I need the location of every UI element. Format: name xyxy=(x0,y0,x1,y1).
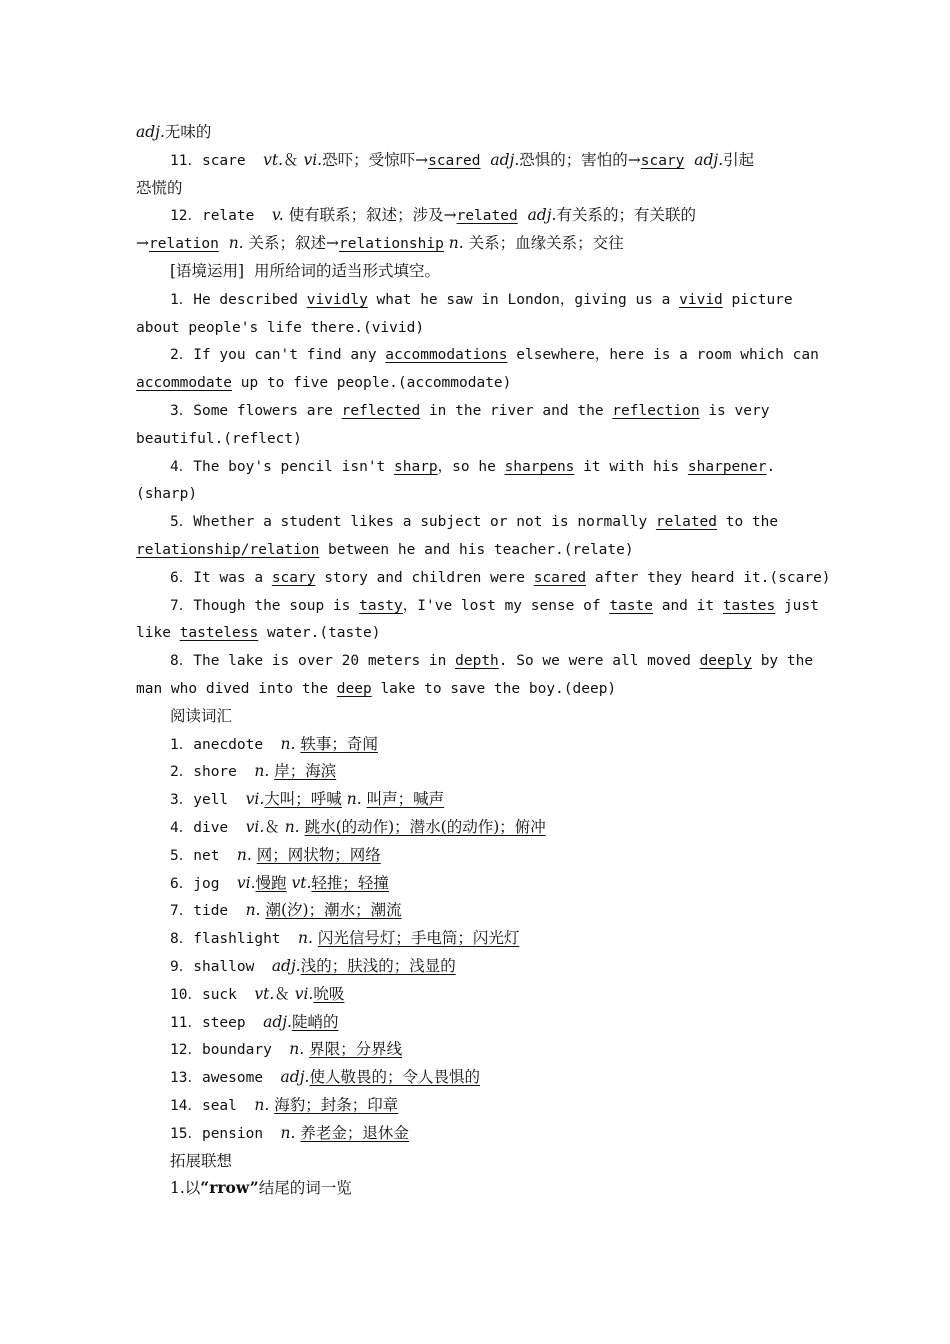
answer-text: 闪光信号灯；手电筒；闪光灯 xyxy=(317,929,520,948)
answer-text: reflected xyxy=(341,403,421,419)
answer-text: scary xyxy=(640,152,685,169)
text-segment xyxy=(219,234,229,252)
text-segment: 11．scare xyxy=(170,152,264,169)
text-line xyxy=(170,150,754,172)
text-segment: n. xyxy=(448,234,464,253)
answer-text: 海豹；封条；印章 xyxy=(274,1096,399,1114)
text-segment: beautiful.(reflect) xyxy=(136,430,302,447)
text-segment: 结尾的词一览 xyxy=(258,1179,352,1198)
answer-text: 潮(汐)；潮水；潮流 xyxy=(265,901,402,920)
answer-text: deep xyxy=(336,681,372,697)
text-segment: n. xyxy=(298,929,313,948)
text-segment: adj. xyxy=(136,123,165,141)
text-segment: n. xyxy=(284,818,300,836)
text-line xyxy=(170,817,546,839)
text-segment: between he and his teacher.(relate) xyxy=(319,542,634,558)
answer-text: relationship xyxy=(339,236,444,253)
answer-text: 轻推；轻撞 xyxy=(311,873,389,892)
text-segment: n. xyxy=(280,1123,296,1142)
text-segment: and it xyxy=(652,597,723,614)
text-line xyxy=(170,400,769,422)
text-line xyxy=(170,734,378,756)
answer-text: 吮吸 xyxy=(313,984,345,1003)
text-segment: 14．seal xyxy=(170,1098,255,1114)
text-segment: 4．dive xyxy=(170,820,246,836)
text-segment xyxy=(480,151,490,169)
answer-text: 网；网状物；网络 xyxy=(256,845,381,864)
text-segment: 阅读词汇 xyxy=(170,706,233,725)
answer-text: 大叫；呼喊 xyxy=(264,790,342,809)
answer-text: tasteless xyxy=(179,625,259,642)
text-segment: ＆ xyxy=(264,818,285,836)
text-segment: 8．flashlight xyxy=(170,931,298,948)
text-segment: 7．tide xyxy=(170,903,246,920)
text-segment: adj. xyxy=(694,150,724,169)
text-segment: lake to save the boy.(deep) xyxy=(371,681,617,697)
text-segment: story and children were xyxy=(315,569,534,586)
text-line xyxy=(136,122,211,144)
text-segment: [语境运用] 用所给词的适当形式填空。 xyxy=(170,262,440,280)
answer-text: vivid xyxy=(679,291,723,308)
text-segment: vt. xyxy=(263,150,283,169)
text-line xyxy=(170,1039,402,1061)
answer-text: reflection xyxy=(612,403,700,419)
answer-text: scared xyxy=(428,152,481,169)
text-segment: n. xyxy=(289,1040,305,1059)
text-segment: man who dived into the xyxy=(136,681,337,697)
text-segment: 关系；叙述→ xyxy=(243,234,340,253)
text-segment: n. xyxy=(254,762,270,781)
text-line xyxy=(170,344,819,366)
text-line xyxy=(170,261,440,283)
text-line xyxy=(170,845,381,867)
text-segment: ，so he xyxy=(437,458,505,475)
text-line xyxy=(136,678,616,700)
text-segment: 6．It was a xyxy=(170,569,272,586)
text-segment: elsewhere，here is a room which can xyxy=(507,347,819,364)
text-segment: adj. xyxy=(280,1068,310,1087)
answer-text: depth xyxy=(455,653,499,670)
answer-text: deeply xyxy=(699,653,752,670)
text-segment: ＆ xyxy=(274,984,295,1003)
text-segment: is very xyxy=(699,403,770,419)
text-segment xyxy=(518,206,528,224)
text-segment: picture xyxy=(722,291,793,308)
answer-text: scary xyxy=(271,569,316,586)
text-line xyxy=(170,1095,398,1117)
text-segment: it with his xyxy=(574,458,688,475)
text-segment: 4．The boy's pencil isn't xyxy=(170,458,395,475)
text-segment: 1.以 xyxy=(170,1179,201,1198)
text-segment: “rrow” xyxy=(200,1178,259,1198)
text-line xyxy=(170,984,344,1006)
text-segment: 5．Whether a student likes a subject or not is normally xyxy=(170,514,656,531)
answer-text: 界限；分界线 xyxy=(309,1040,403,1059)
text-segment: 6．jog xyxy=(170,875,237,892)
text-segment: 12．boundary xyxy=(170,1042,290,1059)
text-line xyxy=(136,317,424,339)
text-line xyxy=(136,622,380,644)
text-line xyxy=(170,789,444,811)
text-segment: what he saw in London，giving us a xyxy=(367,291,680,308)
text-segment: after they heard it.(scare) xyxy=(586,569,831,586)
text-segment: vt. xyxy=(291,873,312,892)
text-segment: 拓展联想 xyxy=(170,1151,233,1170)
text-segment: up to five people.(accommodate) xyxy=(232,375,512,392)
text-segment: 9．shallow xyxy=(170,959,272,975)
answer-text: sharpener xyxy=(687,458,767,475)
answer-text: taste xyxy=(609,597,653,614)
text-segment: adj. xyxy=(527,206,557,225)
text-segment: ，I've lost my sense of xyxy=(402,597,610,614)
text-line xyxy=(170,900,402,922)
text-segment: 5．net xyxy=(170,847,237,864)
answer-text: related xyxy=(655,514,718,531)
text-segment: ＆ xyxy=(283,150,304,169)
text-segment: vi. xyxy=(245,818,265,836)
text-segment: in the river and the xyxy=(420,403,613,419)
text-line xyxy=(170,1012,339,1034)
text-segment: 3．yell xyxy=(170,792,246,809)
text-segment: 有关系的；有关联的 xyxy=(556,206,696,225)
text-segment: n. xyxy=(245,901,261,920)
answer-text: 跳水(的动作)；潜水(的动作)；俯冲 xyxy=(304,818,546,836)
text-segment: 1．anecdote xyxy=(170,736,281,753)
answer-text: 岸；海滨 xyxy=(274,762,337,781)
text-line xyxy=(170,511,778,533)
text-segment: 2．If you can't find any xyxy=(170,347,386,364)
text-line xyxy=(170,650,813,672)
text-line xyxy=(170,567,831,589)
answer-text: 叫声；喊声 xyxy=(366,790,445,809)
text-line xyxy=(136,428,302,450)
text-segment: vt. xyxy=(254,984,275,1003)
text-line xyxy=(170,706,232,728)
text-segment: 恐慌的 xyxy=(136,178,183,197)
text-segment: 关系；血缘关系；交往 xyxy=(463,234,624,253)
text-line xyxy=(170,456,775,478)
answer-text: related xyxy=(456,208,518,225)
answer-text: sharp xyxy=(394,458,438,475)
text-segment: 3．Some flowers are xyxy=(170,403,342,419)
text-segment: 无味的 xyxy=(164,123,212,141)
text-line xyxy=(170,761,336,783)
text-segment: 7．Though the soup is xyxy=(170,597,360,614)
text-segment: vi. xyxy=(245,790,265,809)
text-segment: just xyxy=(775,597,819,614)
text-segment: vi. xyxy=(303,150,323,169)
text-line xyxy=(170,1178,352,1200)
text-segment: 使有联系；叙述；涉及→ xyxy=(283,206,457,225)
text-segment: by the xyxy=(751,653,814,670)
text-segment xyxy=(684,151,694,169)
text-segment: 1．He described xyxy=(170,291,307,308)
answer-text: accommodate xyxy=(136,375,233,392)
answer-text: relation xyxy=(149,236,219,253)
answer-text: 轶事；奇闻 xyxy=(300,734,378,753)
text-segment: 12．relate xyxy=(170,208,272,225)
text-line xyxy=(136,178,183,200)
text-line xyxy=(170,873,389,895)
text-segment: adj. xyxy=(271,957,301,975)
answer-text: 慢跑 xyxy=(255,873,287,892)
text-line xyxy=(136,483,197,505)
text-segment: 13．awesome xyxy=(170,1070,281,1087)
answer-text: tasty xyxy=(359,597,403,614)
text-segment: v. xyxy=(271,206,284,225)
text-segment: . So we were all moved xyxy=(498,653,700,670)
text-segment: n. xyxy=(236,845,252,864)
text-segment: water.(taste) xyxy=(258,625,381,642)
answer-text: scared xyxy=(533,569,587,586)
text-segment: n. xyxy=(346,790,362,809)
text-segment: 恐吓；受惊吓→ xyxy=(322,150,429,169)
text-segment: adj. xyxy=(263,1012,292,1031)
text-segment: 10．suck xyxy=(170,986,255,1003)
text-segment: n. xyxy=(280,734,296,753)
text-line xyxy=(170,1067,480,1089)
text-line xyxy=(170,928,519,950)
text-line xyxy=(170,1123,409,1145)
text-segment: n. xyxy=(254,1096,270,1114)
answer-text: sharpens xyxy=(504,458,575,475)
text-segment: . xyxy=(766,458,776,475)
text-line xyxy=(170,289,793,311)
text-segment: n. xyxy=(228,234,244,253)
answer-text: 浅的；肤浅的；浅显的 xyxy=(300,957,456,975)
text-segment: to the xyxy=(717,514,779,531)
text-line xyxy=(136,233,624,255)
text-segment: 8．The lake is over 20 meters in xyxy=(170,653,456,670)
text-segment: 恐惧的；害怕的→ xyxy=(519,150,641,169)
text-segment: 引起 xyxy=(723,150,755,169)
text-segment: 11．steep xyxy=(170,1014,264,1031)
text-segment: vi. xyxy=(236,873,256,892)
text-segment: 15．pension xyxy=(170,1125,281,1142)
text-line xyxy=(170,1151,232,1173)
text-segment: like xyxy=(136,625,180,642)
text-line xyxy=(136,372,511,394)
text-line xyxy=(136,539,634,561)
answer-text: accommodations xyxy=(385,347,508,364)
answer-text: tastes xyxy=(722,597,776,614)
text-segment: (sharp) xyxy=(136,486,198,503)
answer-text: relationship/relation xyxy=(136,542,320,558)
text-line xyxy=(170,956,456,978)
answer-text: vividly xyxy=(306,291,368,308)
text-segment: vi. xyxy=(294,984,314,1003)
answer-text: 养老金；退休金 xyxy=(300,1123,409,1142)
text-segment: adj. xyxy=(490,150,520,169)
text-segment: 2．shore xyxy=(170,764,255,781)
answer-text: 使人敬畏的；令人畏惧的 xyxy=(309,1068,480,1087)
text-line xyxy=(170,205,696,227)
text-segment: → xyxy=(136,234,149,253)
text-line xyxy=(170,595,819,617)
text-segment: about people's life there.(vivid) xyxy=(136,319,425,336)
answer-text: 陡峭的 xyxy=(291,1012,339,1031)
